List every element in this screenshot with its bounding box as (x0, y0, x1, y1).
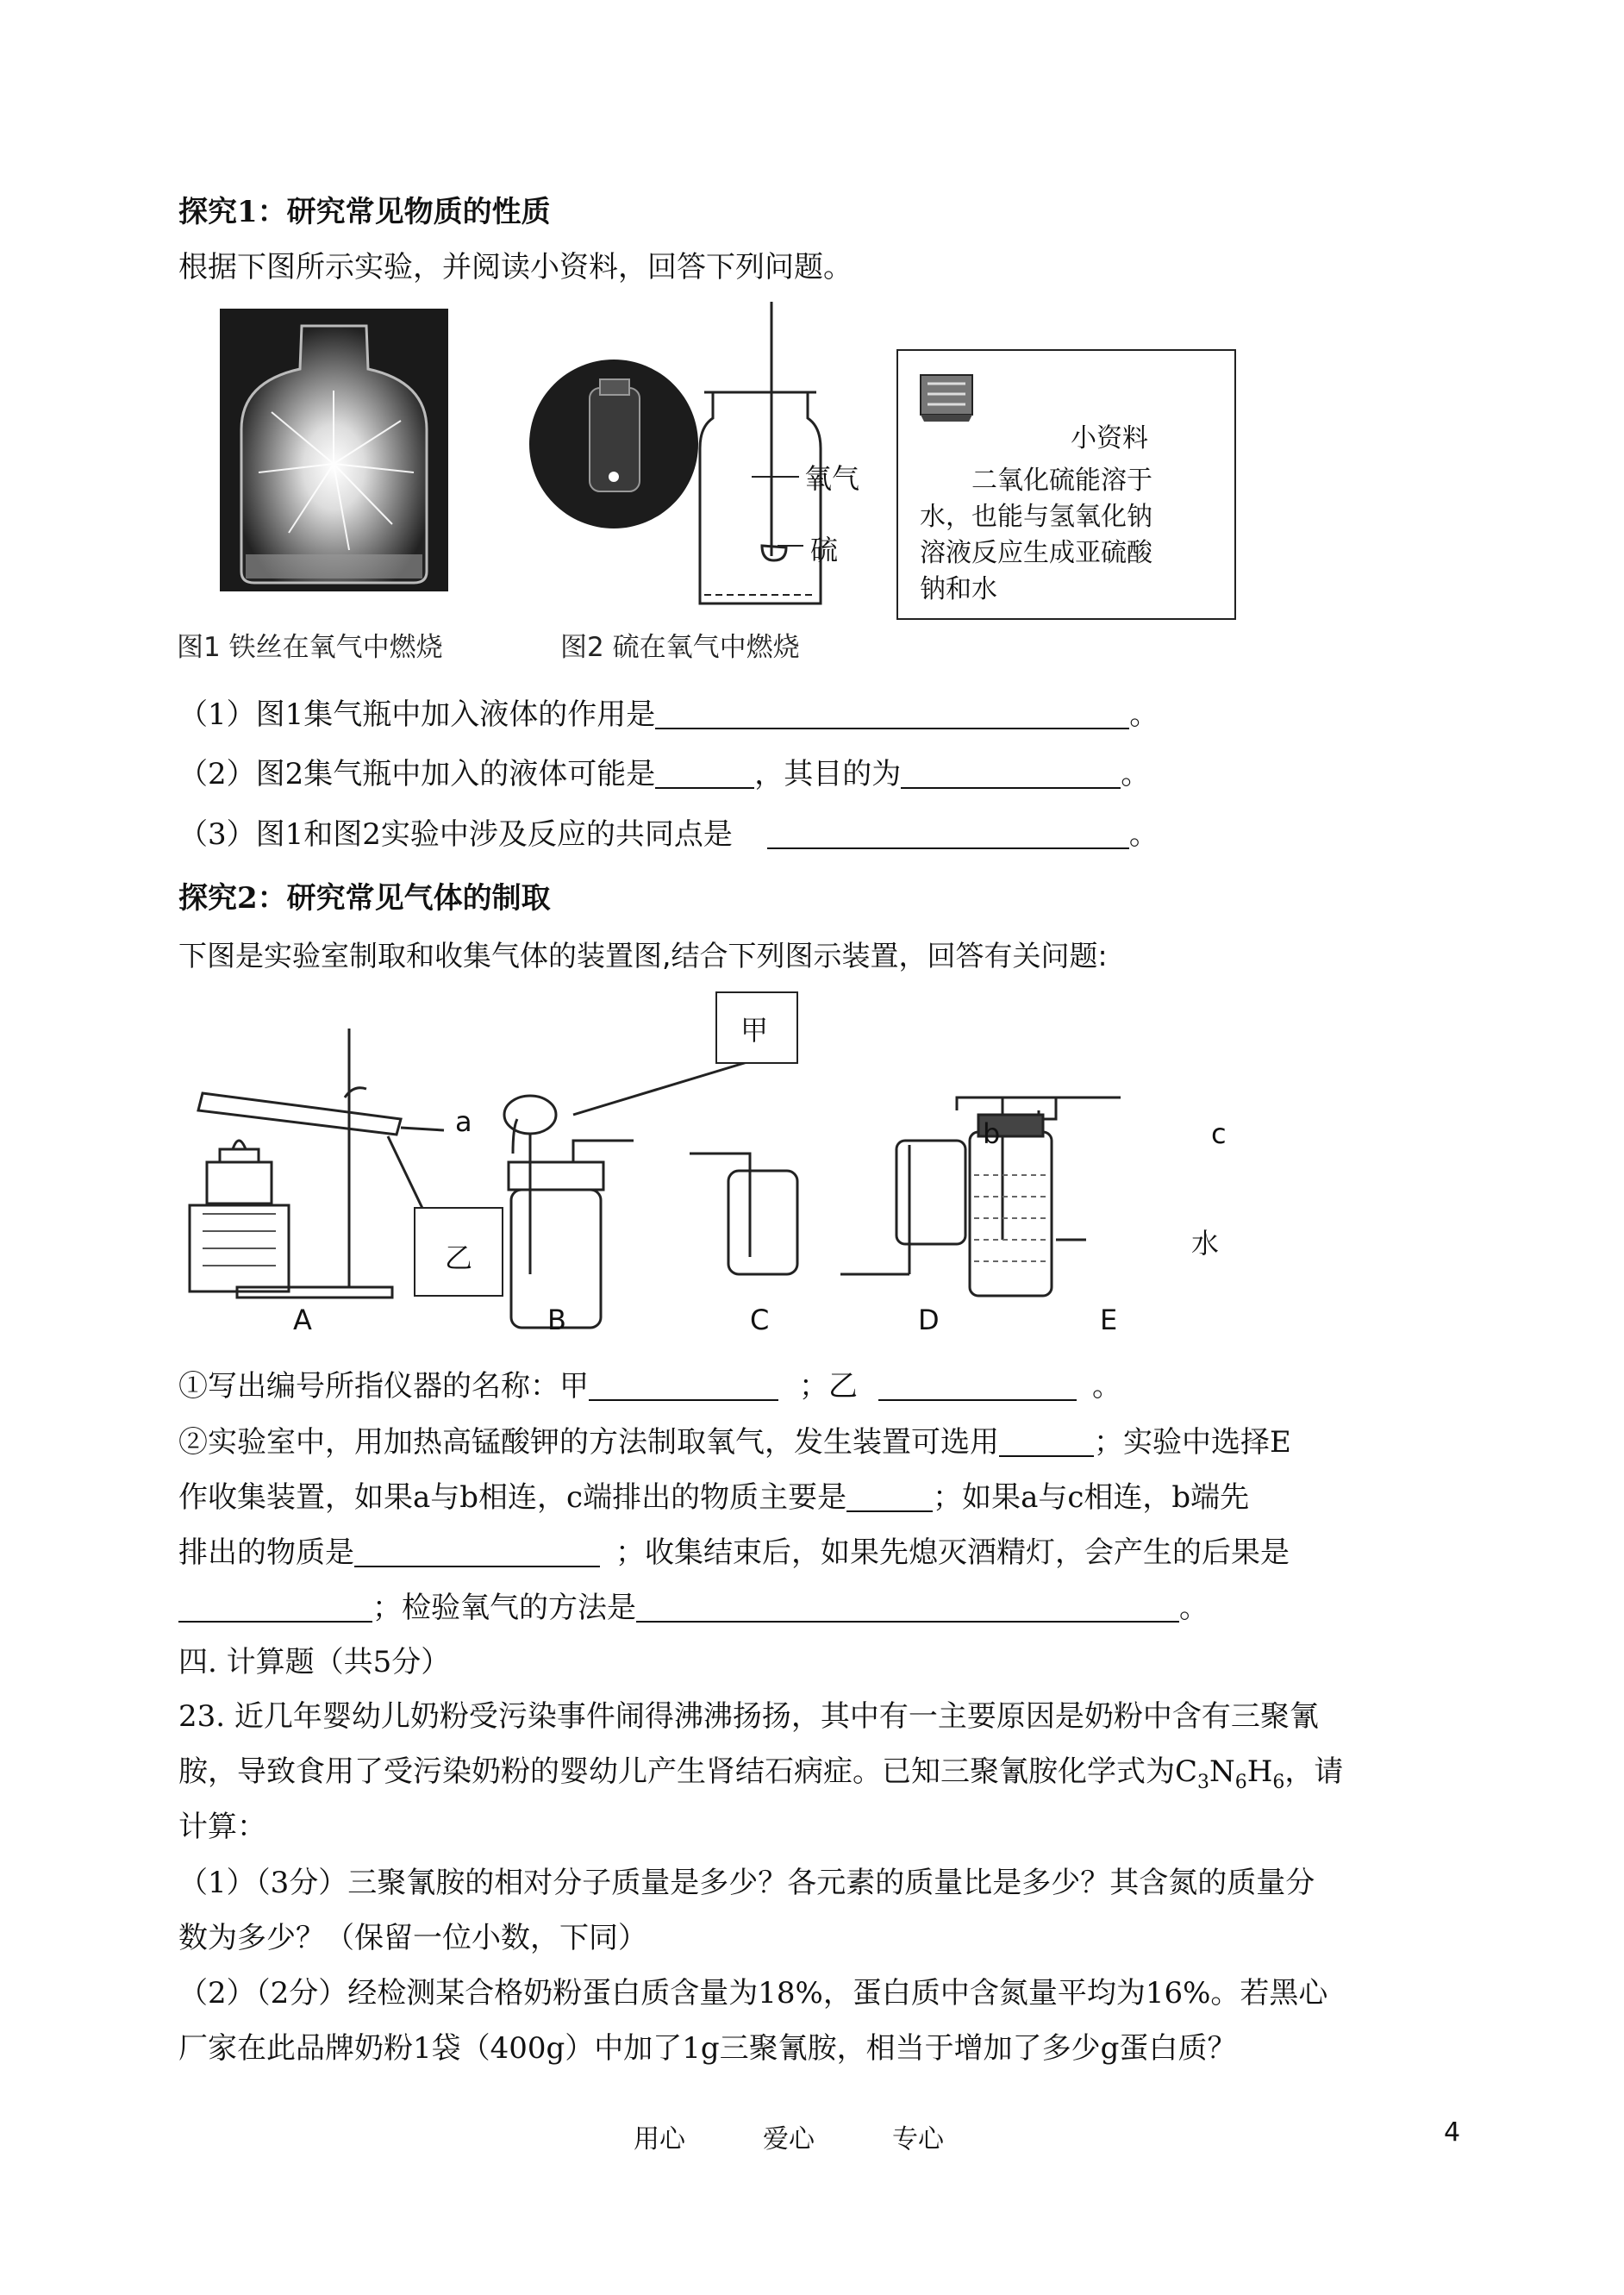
apparatus-label: B (547, 1304, 566, 1336)
problem-23-q2-line1: （2）（2分）经检测某合格奶粉蛋白质含量为18%，蛋白质中含氮量平均为16%。若黑心 (178, 1976, 1328, 2010)
info-line: 溶液反应生成亚硫酸 (920, 538, 1152, 568)
problem-23-line3: 计算： (178, 1810, 266, 1844)
section1-title: 探究1：研究常见物质的性质 (178, 195, 551, 229)
label-c: c (1211, 1117, 1227, 1150)
answer-blank[interactable] (354, 1535, 600, 1567)
answer-blank[interactable] (901, 756, 1121, 789)
question-1-3: （3）图1和图2实验中涉及反应的共同点是 。 (178, 817, 1159, 852)
answer-blank[interactable] (655, 756, 754, 789)
problem-23-q2-line2: 厂家在此品牌奶粉1袋（400g）中加了1g三聚氰胺，相当于增加了多少g蛋白质？ (178, 2031, 1237, 2066)
problem-23-q1-line1: （1）（3分）三聚氰胺的相对分子质量是多少？各元素的质量比是多少？其含氮的质量分 (178, 1866, 1315, 1900)
fig2-caption: 图2 硫在氧气中燃烧 (560, 632, 800, 663)
problem-23-line1: 23. 近几年婴幼儿奶粉受污染事件闹得沸沸扬扬，其中有一主要原因是奶粉中含有三聚氰 (178, 1699, 1319, 1734)
footer-slogan: 爱心 (763, 2124, 815, 2154)
fig1-caption: 图1 铁丝在氧气中燃烧 (177, 632, 443, 663)
label-water: 水 (1191, 1227, 1220, 1260)
book-icon (917, 368, 978, 425)
label-box-yi: 乙 (414, 1207, 503, 1297)
answer-blank[interactable] (767, 816, 1129, 849)
problem-23-line2: 胺，导致食用了受污染奶粉的婴幼儿产生肾结石病症。已知三聚氰胺化学式为$C_3N_6H_6$，请 (178, 1754, 1344, 1793)
question-2-2-line3: 排出的物质是 ；收集结束后，如果先熄灭酒精灯，会产生的后果是 (178, 1535, 1290, 1570)
answer-blank[interactable] (589, 1368, 778, 1401)
fig1-iron-burning-image (220, 309, 448, 591)
section2-intro: 下图是实验室制取和收集气体的装置图,结合下列图示装置，回答有关问题: (178, 939, 1108, 972)
answer-blank[interactable] (846, 1479, 933, 1512)
answer-blank[interactable] (878, 1368, 1077, 1401)
question-2-2-line2: 作收集装置，如果a与b相连，c端排出的物质主要是 ；如果a与c相连，b端先 (178, 1480, 1250, 1515)
chemical-formula: $C_3N_6H_6$ (1175, 1754, 1285, 1793)
section1-intro: 根据下图所示实验，并阅读小资料，回答下列问题。 (178, 250, 853, 285)
info-line: 二氧化硫能溶于 (971, 466, 1152, 496)
question-1-1: （1）图1集气瓶中加入液体的作用是 。 (178, 697, 1159, 732)
answer-blank[interactable] (178, 1590, 372, 1623)
label-sulfur: 硫 (810, 534, 839, 566)
page-number: 4 (1444, 2117, 1461, 2148)
info-title: 小资料 (1071, 423, 1148, 453)
info-line: 水，也能与氢氧化钠 (920, 502, 1152, 532)
label-box-jia: 甲 (715, 991, 798, 1064)
label-oxygen: 氧气 (804, 462, 860, 495)
answer-blank[interactable] (999, 1424, 1094, 1457)
label-b: b (983, 1117, 1001, 1150)
apparatus-label: D (918, 1304, 940, 1336)
info-box (896, 349, 1236, 620)
section2-title: 探究2：研究常见气体的制取 (178, 881, 551, 916)
apparatus-label: C (750, 1304, 770, 1336)
footer-slogan: 专心 (892, 2124, 944, 2154)
footer-slogan: 用心 (634, 2124, 685, 2154)
apparatus-label: E (1100, 1304, 1118, 1336)
question-2-2-line1: ②实验室中，用加热高锰酸钾的方法制取氧气，发生装置可选用 ；实验中选择E (178, 1425, 1291, 1460)
answer-blank[interactable] (636, 1590, 1179, 1623)
question-2-2-line4: ；检验氧气的方法是 。 (178, 1587, 1209, 1629)
question-1-2: （2）图2集气瓶中加入的液体可能是 ，其目的为 。 (178, 757, 1151, 791)
question-2-1: ①写出编号所指仪器的名称：甲 ；乙 。 (178, 1369, 1121, 1404)
label-a: a (455, 1105, 472, 1138)
problem-23-q1-line2: 数为多少？（保留一位小数，下同） (178, 1921, 647, 1955)
section3-title: 四. 计算题（共5分） (178, 1645, 451, 1679)
answer-blank[interactable] (655, 697, 1129, 729)
info-line: 钠和水 (920, 574, 997, 604)
apparatus-label: A (293, 1304, 312, 1336)
